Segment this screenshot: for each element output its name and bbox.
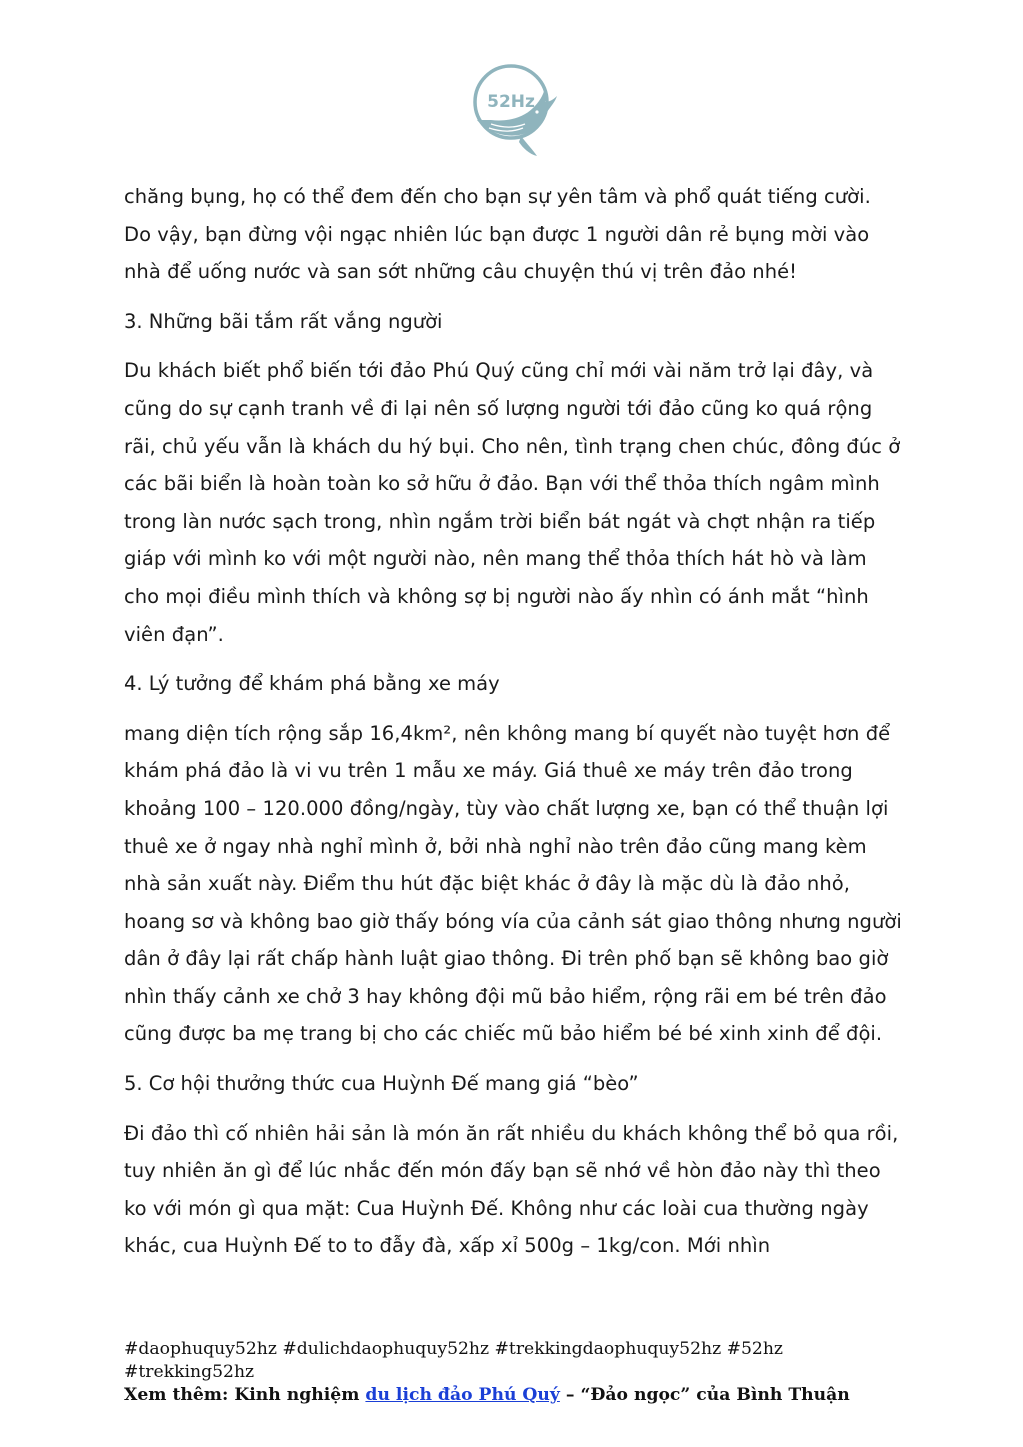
- whale-logo-icon: [467, 62, 559, 160]
- paragraph-intro: chăng bụng, họ có thể đem đến cho bạn sự yên tâm và phổ quát tiếng cười. Do vậy, bạn đừng vội ngạc nhiên lúc bạn được 1 người dân rẻ bụng mời vào nhà để uống nước và san sớt những câu chuyện thú vị trên đảo nhé!: [124, 185, 871, 284]
- paragraph-section-5: Đi đảo thì cố nhiên hải sản là món ăn rất nhiều du khách không thể bỏ qua rồi, tuy nhiên ăn gì để lúc nhắc đến món đấy bạn sẽ nhớ về hòn đảo này thì theo ko với món gì qua mặt: Cua Huỳnh Đế. Không như các loài cua thường ngày khác, cua Huỳnh Đế to to đẫy đà, xấp xỉ 500g – 1kg/con. Mới nhìn: [124, 1121, 899, 1258]
- du-lich-dao-phu-quy-link[interactable]: du lịch đảo Phú Quý: [365, 1385, 560, 1405]
- heading-section-3: 3. Những bãi tắm rất vắng người: [124, 309, 443, 333]
- see-more-suffix: – “Đảo ngọc” của Bình Thuận: [559, 1385, 850, 1405]
- paragraph-section-4: mang diện tích rộng sắp 16,4km², nên không mang bí quyết nào tuyệt hơn để khám phá đảo là vi vu trên 1 mẫu xe máy. Giá thuê xe máy trên đảo trong khoảng 100 – 120.000 đồng/ngày, tùy vào chất lượng xe, bạn có thể thuận lợi thuê xe ở ngay nhà nghỉ mình ở, bởi nhà nghỉ nào trên đảo cũng mang kèm nhà sản xuất này. Điểm thu hút đặc biệt khác ở đây là mặc dù là đảo nhỏ, hoang sơ và không bao giờ thấy bóng vía của cảnh sát giao thông nhưng người dân ở đây lại rất chấp hành luật giao thông. Đi trên phố bạn sẽ không bao giờ nhìn thấy cảnh xe chở 3 hay không đội mũ bảo hiểm, rộng rãi em bé trên đảo cũng được ba mẹ trang bị cho các chiếc mũ bảo hiểm bé bé xinh xinh để đội.: [124, 721, 902, 1046]
- footer-see-more: [124, 1384, 914, 1407]
- see-more-prefix: Xem thêm: Kinh nghiệm: [124, 1385, 366, 1405]
- article-body: [124, 178, 904, 1277]
- heading-section-5: 5. Cơ hội thưởng thức cua Huỳnh Đế mang giá “bèo”: [124, 1072, 639, 1096]
- paragraph-section-3: Du khách biết phổ biến tới đảo Phú Quý cũng chỉ mới vài năm trở lại đây, và cũng do sự cạnh tranh về đi lại nên số lượng người tới đảo cũng ko quá rộng rãi, chủ yếu vẫn là khách du hý bụi. Cho nên, tình trạng chen chúc, đông đúc ở các bãi biển là hoàn toàn ko sở hữu ở đảo. Bạn với thể thỏa thích ngâm mình trong làn nước sạch trong, nhìn ngắm trời biển bát ngát và chợt nhận ra tiếp giáp với mình ko với một người nào, nên mang thể thỏa thích hát hò và làm cho mọi điều mình thích và không sợ bị người nào ấy nhìn có ánh mắt “hình viên đạn”.: [124, 359, 901, 646]
- heading-section-4: 4. Lý tưởng để khám phá bằng xe máy: [124, 672, 500, 696]
- footer-hashtags: #daophuquy52hz #dulichdaophuquy52hz #trekkingdaophuquy52hz #52hz #trekking52hz: [124, 1339, 783, 1382]
- 52hz-logo: [467, 62, 559, 160]
- logo-text: 52Hz: [487, 92, 535, 112]
- page-footer: [124, 1338, 914, 1407]
